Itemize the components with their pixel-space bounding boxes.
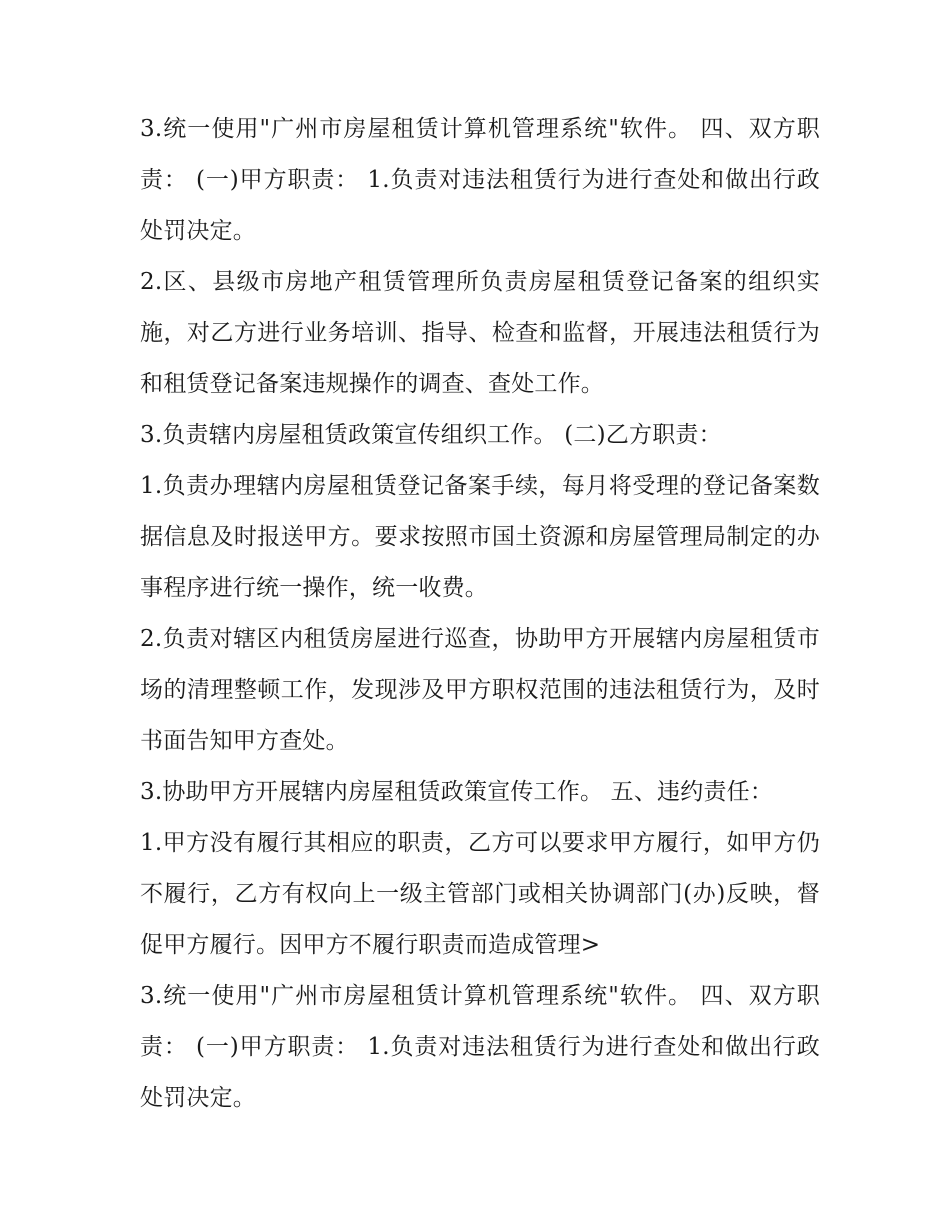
paragraph-5: 2.负责对辖区内租赁房屋进行巡查，协助甲方开展辖内房屋租赁市场的清理整顿工作，发现涉及甲方职权范围的违法租赁行为，及时书面告知甲方查处。 — [140, 626, 820, 754]
paragraph-8: 3.统一使用"广州市房屋租赁计算机管理系统"软件。 四、双方职责： (一)甲方职责： 1.负责对违法租赁行为进行查处和做出行政处罚决定。 — [140, 983, 820, 1111]
document-page — [140, 104, 820, 1124]
paragraph-6: 3.协助甲方开展辖内房屋租赁政策宣传工作。 五、违约责任： — [140, 779, 774, 805]
paragraph-4: 1.负责办理辖内房屋租赁登记备案手续，每月将受理的登记备案数据信息及时报送甲方。要求按照市国土资源和房屋管理局制定的办事程序进行统一操作，统一收费。 — [140, 473, 820, 601]
paragraph-3: 3.负责辖内房屋租赁政策宣传组织工作。 (二)乙方职责： — [140, 422, 722, 448]
paragraph-2: 2.区、县级市房地产租赁管理所负责房屋租赁登记备案的组织实施，对乙方进行业务培训、指导、检查和监督，开展违法租赁行为和租赁登记备案违规操作的调查、查处工作。 — [140, 269, 820, 397]
paragraph-7: 1.甲方没有履行其相应的职责，乙方可以要求甲方履行，如甲方仍不履行，乙方有权向上一级主管部门或相关协调部门(办)反映，督促甲方履行。因甲方不履行职责而造成管理> — [140, 830, 820, 958]
paragraph-1: 3.统一使用"广州市房屋租赁计算机管理系统"软件。 四、双方职责： (一)甲方职责： 1.负责对违法租赁行为进行查处和做出行政处罚决定。 — [140, 116, 820, 244]
